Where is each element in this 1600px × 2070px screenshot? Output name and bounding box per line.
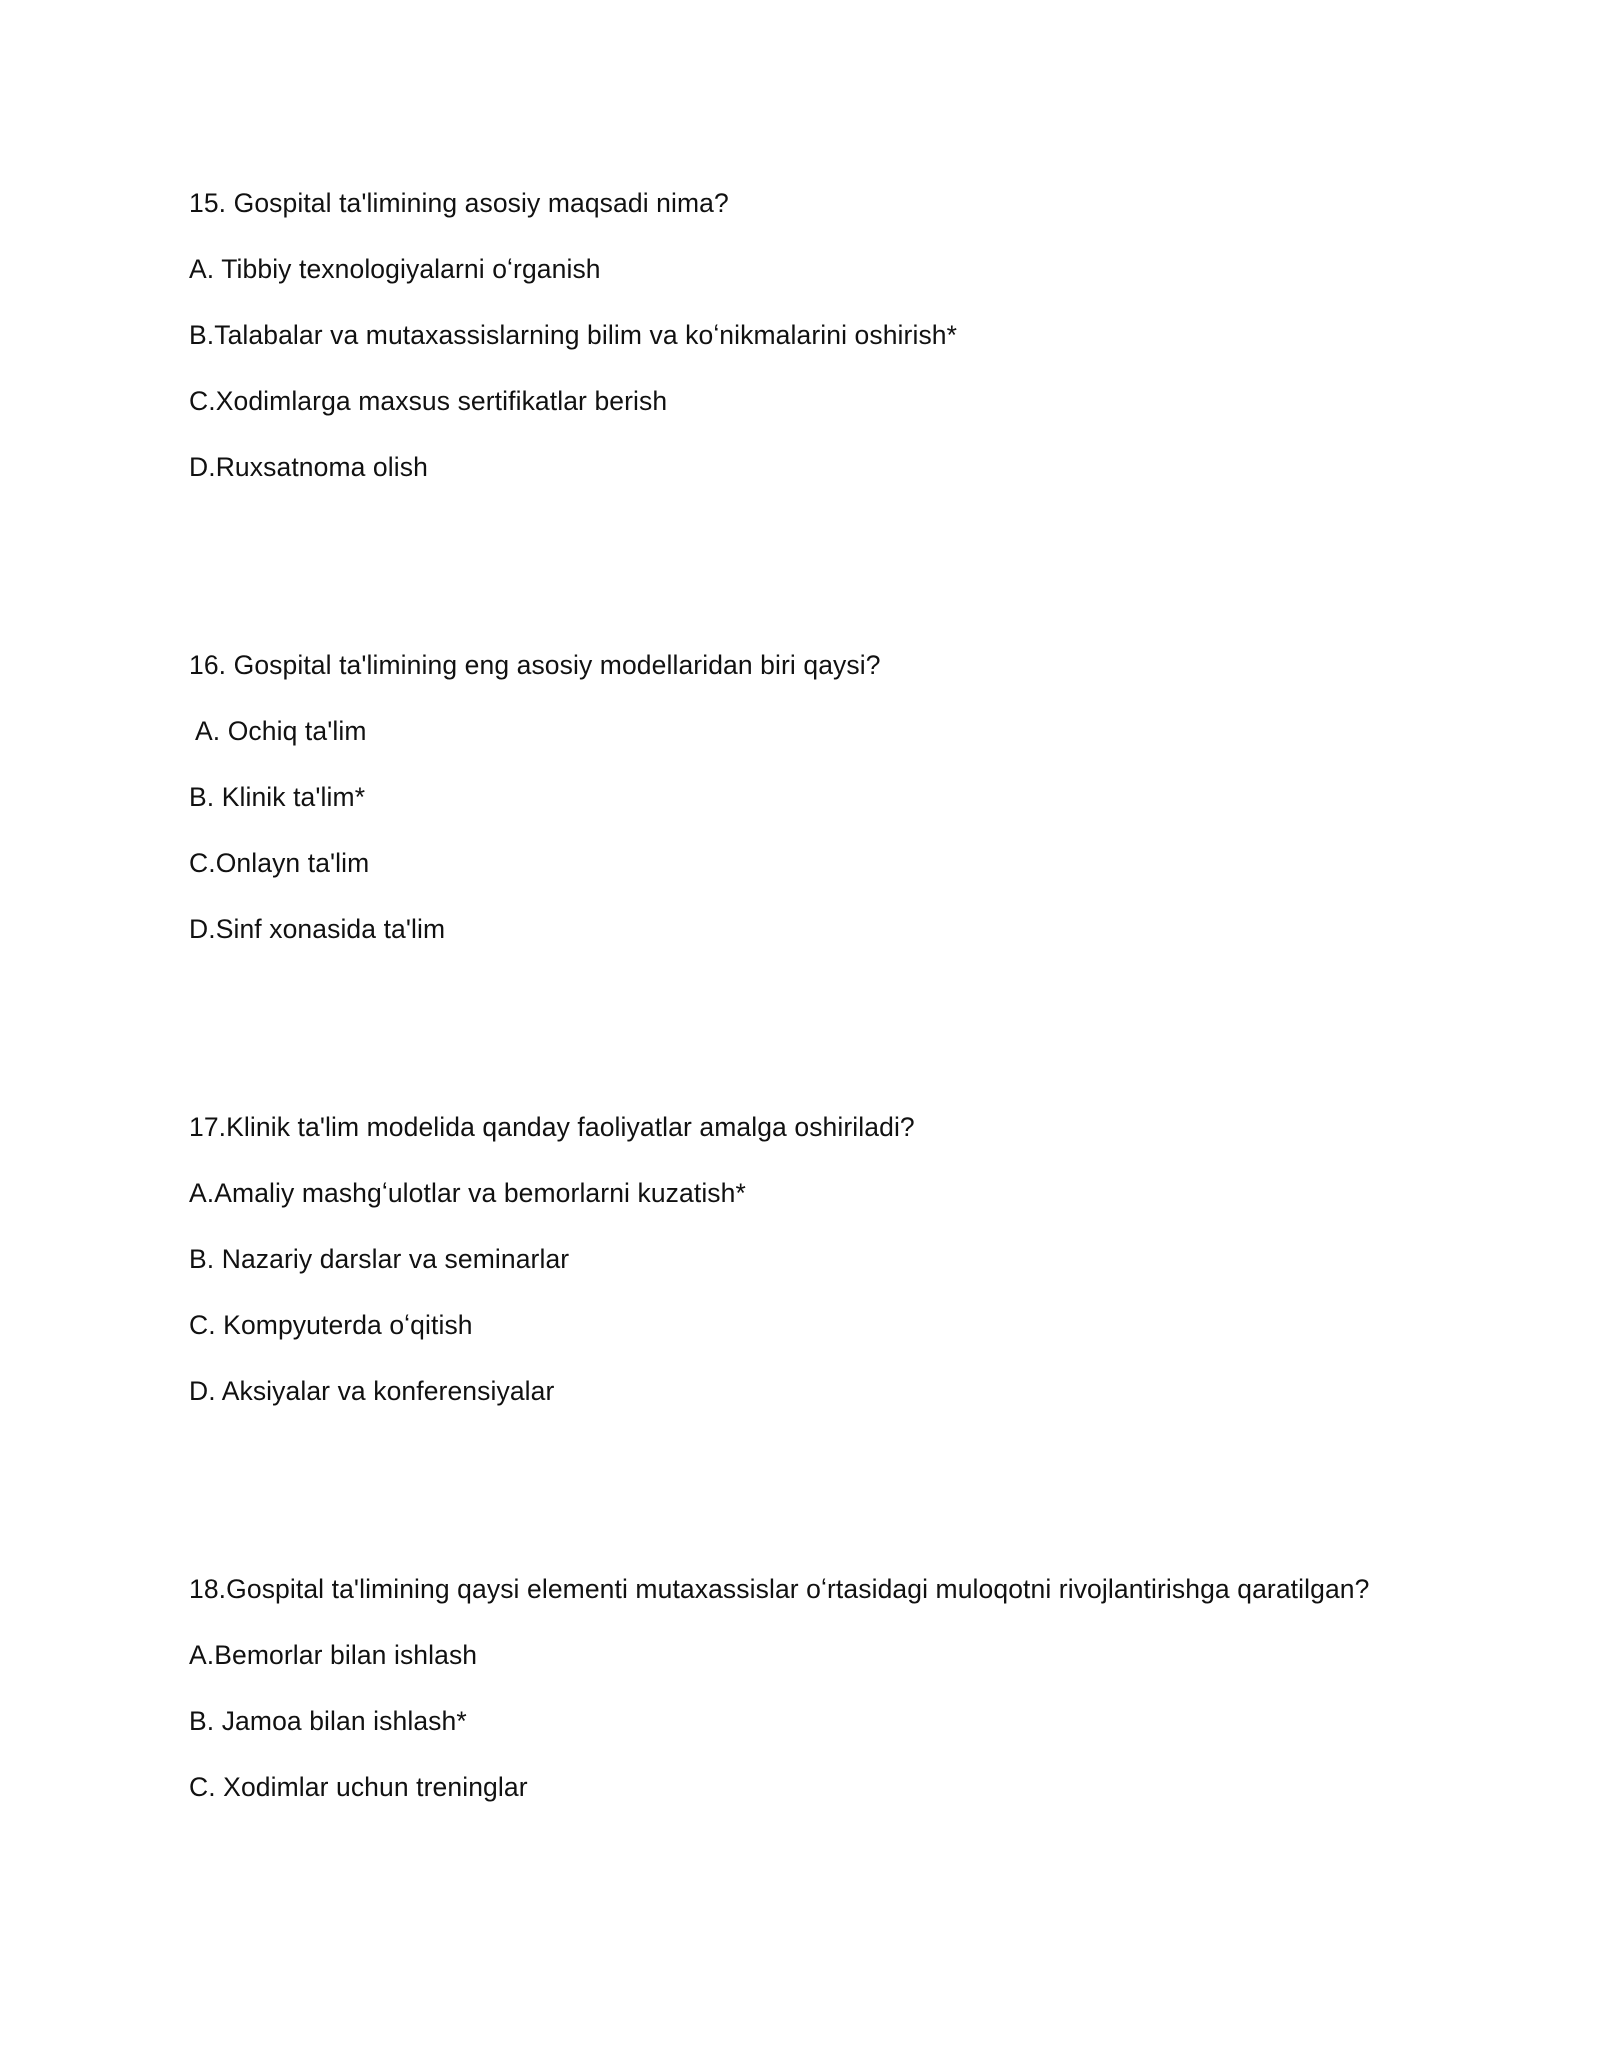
question-17-option-d: D. Aksiyalar va konferensiyalar bbox=[189, 1376, 555, 1406]
question-15-option-b: B.Talabalar va mutaxassislarning bilim va koʻnikmalarini oshirish* bbox=[189, 320, 958, 350]
question-15-text: 15. Gospital ta'limining asosiy maqsadi nima? bbox=[189, 188, 729, 218]
question-16-text: 16. Gospital ta'limining eng asosiy modellaridan biri qaysi? bbox=[189, 650, 881, 680]
question-18-option-c: C. Xodimlar uchun treninglar bbox=[189, 1772, 528, 1802]
question-16-option-b: B. Klinik ta'lim* bbox=[189, 782, 366, 812]
question-15-option-a: A. Tibbiy texnologiyalarni oʻrganish bbox=[189, 254, 601, 284]
question-17-option-b: B. Nazariy darslar va seminarlar bbox=[189, 1244, 570, 1274]
question-17-option-a: A.Amaliy mashgʻulotlar va bemorlarni kuzatish* bbox=[189, 1178, 746, 1208]
question-17-option-c: C. Kompyuterda oʻqitish bbox=[189, 1310, 473, 1340]
question-18-text: 18.Gospital ta'limining qaysi elementi mutaxassislar oʻrtasidagi muloqotni rivojlantirishga qaratilgan? bbox=[189, 1574, 1370, 1604]
question-16-option-c: C.Onlayn ta'lim bbox=[189, 848, 370, 878]
question-17-text: 17.Klinik ta'lim modelida qanday faoliyatlar amalga oshiriladi? bbox=[189, 1112, 915, 1142]
question-18-option-a: A.Bemorlar bilan ishlash bbox=[189, 1640, 478, 1670]
question-15-option-c: C.Xodimlarga maxsus sertifikatlar berish bbox=[189, 386, 668, 416]
question-18-option-b: B. Jamoa bilan ishlash* bbox=[189, 1706, 467, 1736]
question-16-option-a: A. Ochiq ta'lim bbox=[189, 716, 367, 746]
question-16-option-d: D.Sinf xonasida ta'lim bbox=[189, 914, 446, 944]
question-15-option-d: D.Ruxsatnoma olish bbox=[189, 452, 428, 482]
